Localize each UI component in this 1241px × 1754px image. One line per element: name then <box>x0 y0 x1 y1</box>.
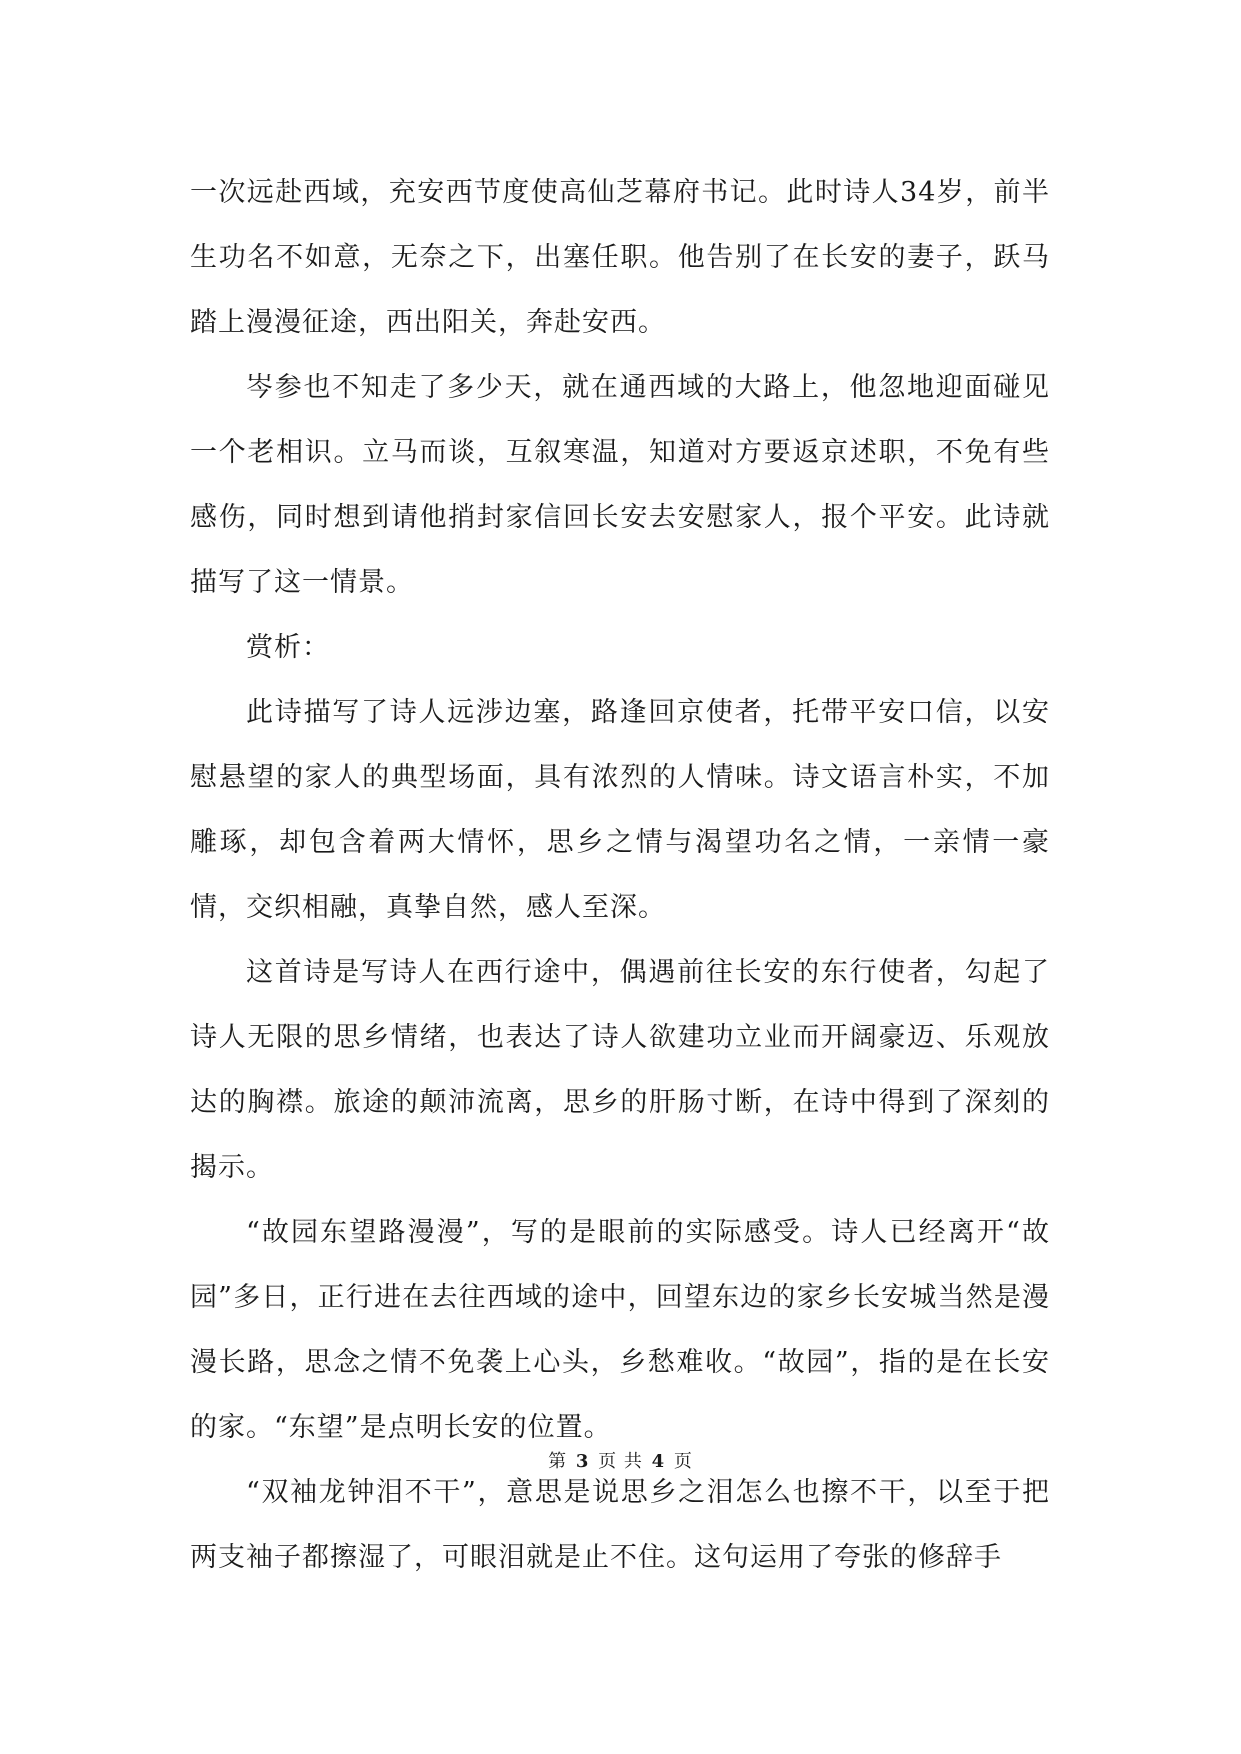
paragraph-5: 这首诗是写诗人在西行途中，偶遇前往长安的东行使者，勾起了诗人无限的思乡情绪，也表达了诗人欲建功立业而开阔豪迈、乐观放达的胸襟。旅途的颠沛流离，思乡的肝肠寸断，在诗中得到了深刻的揭示。 <box>190 957 1050 1183</box>
total-page-count: 4 <box>651 1451 666 1472</box>
footer-suffix: 页 <box>673 1451 693 1472</box>
paragraph-2: 岑参也不知走了多少天，就在通西域的大路上，他忽地迎面碰见一个老相识。立马而谈，互叙寒温，知道对方要返京述职，不免有些感伤，同时想到请他捎封家信回长安去安慰家人，报个平安。此诗就描写了这一情景。 <box>190 372 1050 598</box>
page-footer <box>0 1450 1241 1474</box>
paragraph-4: 此诗描写了诗人远涉边塞，路逢回京使者，托带平安口信，以安慰悬望的家人的典型场面，具有浓烈的人情味。诗文语言朴实，不加雕琢，却包含着两大情怀，思乡之情与渴望功名之情，一亲情一豪情，交织相融，真挚自然，感人至深。 <box>190 697 1050 923</box>
paragraph-7: “双袖龙钟泪不干”，意思是说思乡之泪怎么也擦不干，以至于把两支袖子都擦湿了，可眼泪就是止不住。这句运用了夸张的修辞手 <box>190 1477 1050 1573</box>
paragraph-6: “故园东望路漫漫”，写的是眼前的实际感受。诗人已经离开“故园”多日，正行进在去往西域的途中，回望东边的家乡长安城当然是漫漫长路，思念之情不免袭上心头，乡愁难收。“故园”，指的是在长安的家。“东望”是点明长安的位置。 <box>190 1217 1050 1443</box>
footer-prefix: 第 <box>548 1451 568 1472</box>
paragraph-3: 赏析： <box>246 632 330 663</box>
footer-middle: 页 共 <box>598 1451 643 1472</box>
current-page-number: 3 <box>575 1451 590 1472</box>
paragraph-1: 一次远赴西域，充安西节度使高仙芝幕府书记。此时诗人34岁，前半生功名不如意，无奈之下，出塞任职。他告别了在长安的妻子，跃马踏上漫漫征途，西出阳关，奔赴安西。 <box>190 177 1050 338</box>
body-text <box>190 160 1050 1590</box>
